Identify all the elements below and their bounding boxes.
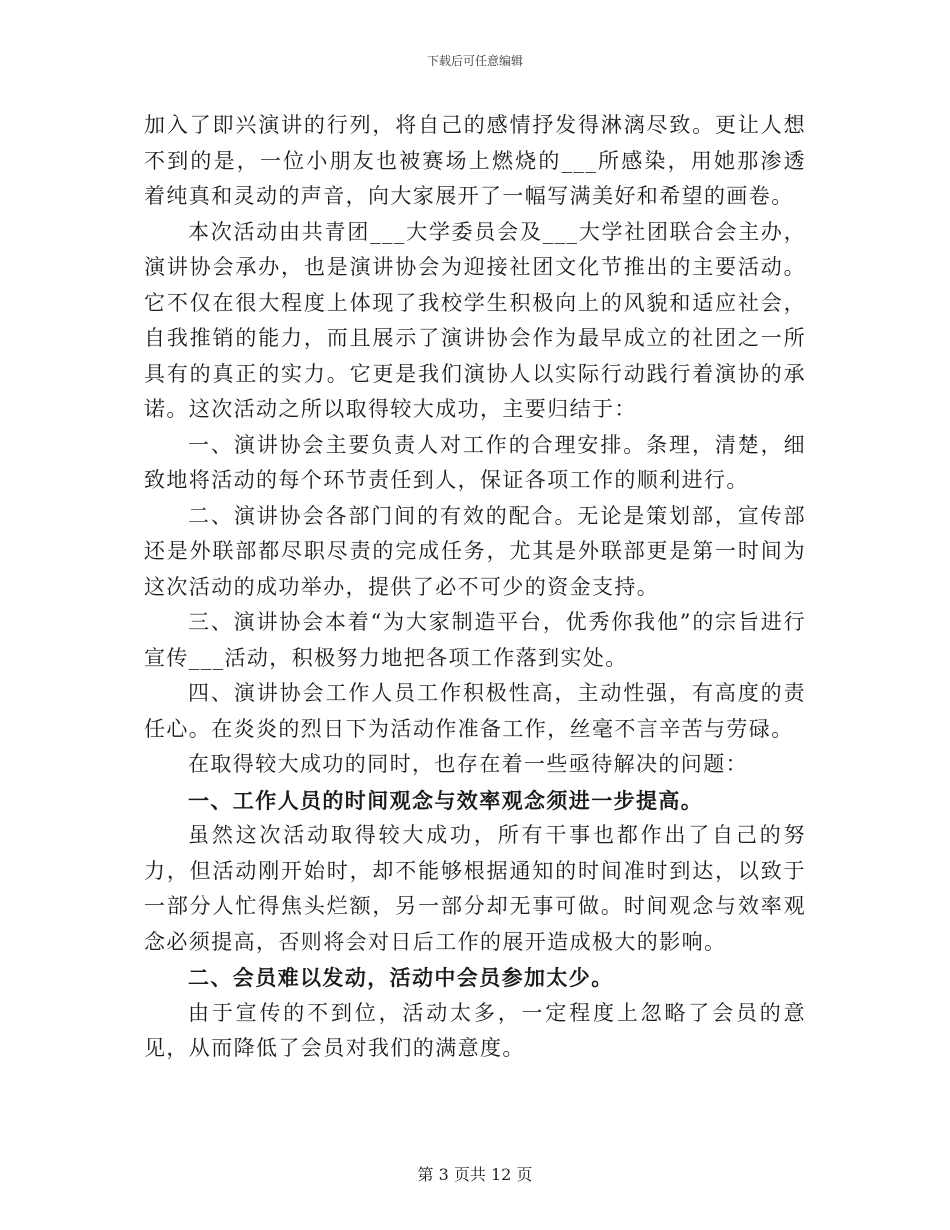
paragraph-problem-2-detail: 由于宣传的不到位，活动太多，一定程度上忽略了会员的意见，从而降低了会员对我们的满意度。 [144, 1000, 806, 1060]
paragraph-reason-1: 一、演讲协会主要负责人对工作的合理安排。条理，清楚，细致地将活动的每个环节责任到人，保证各项工作的顺利进行。 [144, 432, 806, 492]
paragraph-problems-intro: 在取得较大成功的同时，也存在着一些亟待解决的问题： [188, 752, 748, 776]
paragraph-problem-1-detail: 虽然这次活动取得较大成功，所有干事也都作出了自己的努力，但活动刚开始时，却不能够根据通知的时间准时到达，以致于一部分人忙得焦头烂额，另一部分却无事可做。时间观念与效率观念必须提高，否则将会对日后工作的展开造成极大的影响。 [144, 823, 806, 954]
paragraph-event-summary: 本次活动由共青团___大学委员会及___大学社团联合会主办，演讲协会承办，也是演讲协会为迎接社团文化节推出的主要活动。它不仅在很大程度上体现了我校学生积极向上的风貌和适应社会，自我推销的能力，而且展示了演讲协会作为最早成立的社团之一所具有的真正的实力。它更是我们演协人以实际行动践行着演协的承诺。这次活动之所以取得较大成功，主要归结于： [144, 219, 806, 421]
paragraph-continuation: 加入了即兴演讲的行列，将自己的感情抒发得淋漓尽致。更让人想不到的是，一位小朋友也被赛场上燃烧的___所感染，用她那渗透着纯真和灵动的声音，向大家展开了一幅写满美好和希望的画卷。 [144, 113, 806, 208]
page-header: 下载后可任意编辑 [426, 54, 523, 68]
document-body [144, 108, 806, 1067]
heading-problem-1: 一、工作人员的时间观念与效率观念须进一步提高。 [188, 787, 704, 813]
page-number: 第 3 页共 12 页 [417, 1165, 533, 1184]
heading-problem-2: 二、会员难以发动，活动中会员参加太少。 [188, 965, 614, 990]
paragraph-reason-2: 二、演讲协会各部门间的有效的配合。无论是策划部，宣传部还是外联部都尽职尽责的完成任务，尤其是外联部更是第一时间为这次活动的成功举办，提供了必不可少的资金支持。 [144, 503, 806, 599]
paragraph-reason-4: 四、演讲协会工作人员工作积极性高，主动性强，有高度的责任心。在炎炎的烈日下为活动作准备工作，丝毫不言辛苦与劳碌。 [144, 681, 806, 741]
paragraph-reason-3: 三、演讲协会本着“为大家制造平台，优秀你我他”的宗旨进行宣传___活动，积极努力地把各项工作落到实处。 [144, 610, 806, 670]
